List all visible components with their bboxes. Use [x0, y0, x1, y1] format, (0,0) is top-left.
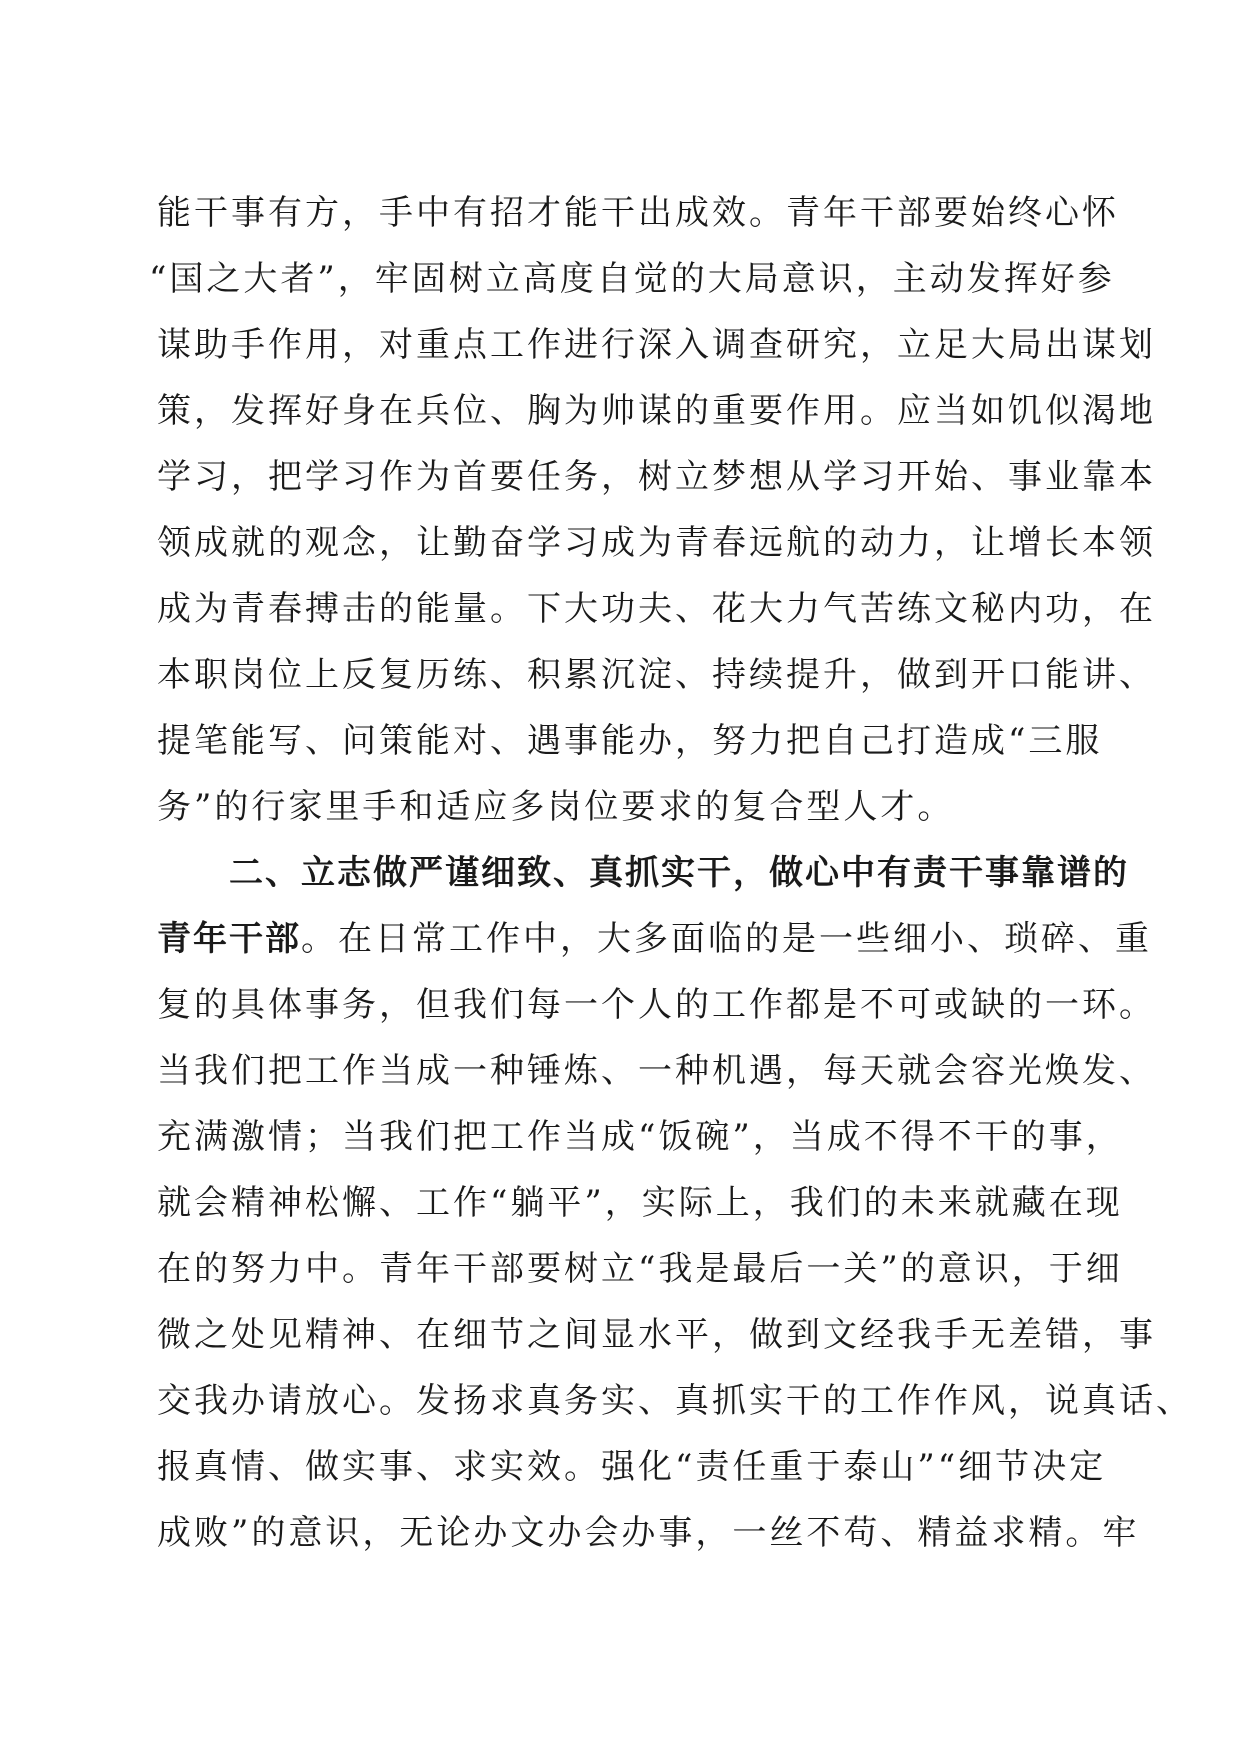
paragraph-1-line: 本职岗位上反复历练、积累沉淀、持续提升，做到开口能讲、 — [157, 655, 1156, 695]
paragraph-2-line: 当我们把工作当成一种锤炼、一种机遇，每天就会容光焕发、 — [157, 1051, 1156, 1091]
paragraph-2-line: 交我办请放心。发扬求真务实、真抓实干的工作作风，说真话、 — [157, 1381, 1193, 1421]
paragraph-2-line: 复的具体事务，但我们每一个人的工作都是不可或缺的一环。 — [157, 985, 1156, 1025]
paragraph-2-line: 充满激情；当我们把工作当成“饭碗”，当成不得不干的事， — [157, 1117, 1123, 1157]
section-heading: 二、立志做严谨细致、真抓实干，做心中有责干事靠谱的 — [229, 853, 1129, 893]
paragraph-1-line: 学习，把学习作为首要任务，树立梦想从学习开始、事业靠本 — [157, 457, 1156, 497]
paragraph-1-line: 成为青春搏击的能量。下大功夫、花大力气苦练文秘内功，在 — [157, 589, 1156, 629]
paragraph-2-line: 在的努力中。青年干部要树立“我是最后一关”的意识，于细 — [157, 1249, 1123, 1289]
paragraph-1-line: 能干事有方，手中有招才能干出成效。青年干部要始终心怀 — [157, 193, 1119, 233]
paragraph-1-line: 领成就的观念，让勤奋学习成为青春远航的动力，让增长本领 — [157, 523, 1156, 563]
paragraph-2-line — [157, 906, 1152, 972]
section-heading-tail: 青年干部 — [157, 919, 301, 959]
paragraph-2-line: 就会精神松懈、工作“躺平”，实际上，我们的未来就藏在现 — [157, 1183, 1123, 1223]
paragraph-2-line-text: 。在日常工作中，大多面临的是一些细小、琐碎、重 — [301, 919, 1152, 959]
paragraph-1-line: 务”的行家里手和适应多岗位要求的复合型人才。 — [157, 787, 955, 827]
body-text — [149, 180, 1193, 1566]
paragraph-1-line: 谋助手作用，对重点工作进行深入调查研究，立足大局出谋划 — [157, 325, 1156, 365]
paragraph-1-line: 提笔能写、问策能对、遇事能办，努力把自己打造成“三服 — [157, 721, 1103, 761]
paragraph-2-line: 微之处见精神、在细节之间显水平，做到文经我手无差错，事 — [157, 1315, 1156, 1355]
paragraph-2-line: 报真情、做实事、求实效。强化“责任重于泰山”“细节决定 — [157, 1447, 1107, 1487]
paragraph-1-line: “国之大者”，牢固树立高度自觉的大局意识，主动发挥好参 — [149, 259, 1115, 299]
paragraph-2-line: 成败”的意识，无论办文办会办事，一丝不苟、精益求精。牢 — [157, 1513, 1140, 1553]
paragraph-1-line: 策，发挥好身在兵位、胸为帅谋的重要作用。应当如饥似渴地 — [157, 391, 1156, 431]
